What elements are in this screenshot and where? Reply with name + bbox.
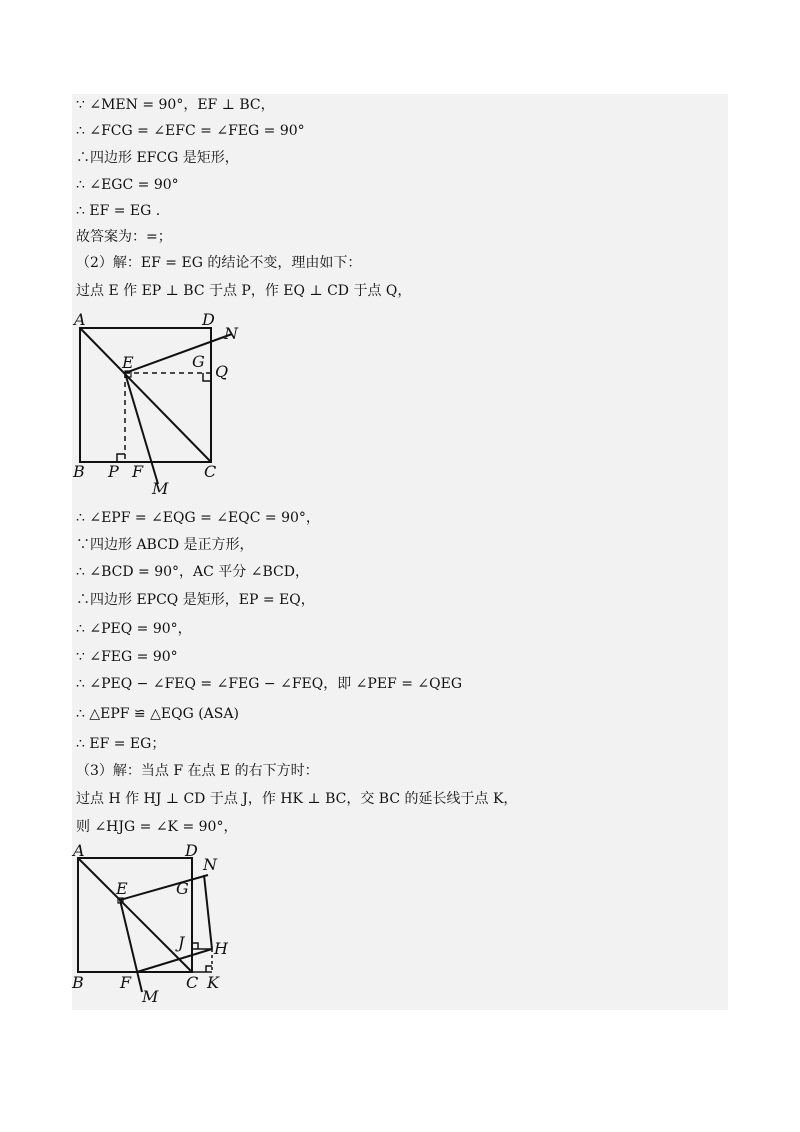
segment-fh: [137, 949, 212, 972]
label-p: P: [108, 462, 119, 481]
label-c: C: [186, 973, 199, 992]
label-a: A: [74, 310, 86, 329]
label-m: M: [142, 987, 159, 1006]
text-line-14: ∵ ∠FEG = 90°: [76, 649, 178, 665]
label-m: M: [152, 479, 169, 498]
text-line-6: 故答案为：=；: [76, 229, 172, 245]
text-line-7: （2）解：EF = EG 的结论不变，理由如下：: [76, 255, 362, 271]
text-line-10: ∵四边形 ABCD 是正方形，: [76, 537, 254, 553]
text-line-1: ∵ ∠MEN = 90°，EF ⊥ BC，: [76, 97, 275, 113]
label-e: E: [116, 879, 128, 898]
label-q: Q: [215, 362, 229, 381]
label-a: A: [73, 842, 85, 860]
label-n: N: [224, 324, 238, 343]
text-line-15: ∴ ∠PEQ − ∠FEQ = ∠FEG − ∠FEQ，即 ∠PEF = ∠QEG: [76, 676, 463, 692]
text-line-16: ∴ △EPF ≌ △EQG (ASA): [76, 706, 239, 722]
text-line-20: 则 ∠HJG = ∠K = 90°，: [76, 819, 238, 835]
ray-en: [120, 875, 208, 900]
text-line-11: ∴ ∠BCD = 90°，AC 平分 ∠BCD，: [76, 564, 309, 580]
label-b: B: [73, 462, 85, 481]
text-line-9: ∴ ∠EPF = ∠EQG = ∠EQC = 90°，: [76, 510, 320, 526]
figure-1: [70, 306, 250, 500]
label-j: J: [178, 933, 185, 952]
label-e: E: [122, 353, 134, 372]
diagonal-ac: [78, 858, 192, 972]
right-angle-q: [203, 373, 211, 381]
label-c: C: [204, 462, 217, 481]
text-line-2: ∴ ∠FCG = ∠EFC = ∠FEG = 90°: [76, 123, 305, 139]
right-angle-k: [206, 966, 212, 972]
label-k: K: [207, 973, 219, 992]
label-g: G: [176, 879, 189, 898]
text-line-17: ∴ EF = EG；: [76, 736, 166, 752]
text-line-4: ∴ ∠EGC = 90°: [76, 177, 179, 193]
text-line-3: ∴四边形 EFCG 是矩形，: [76, 150, 239, 166]
text-line-19: 过点 H 作 HJ ⊥ CD 于点 J，作 HK ⊥ BC，交 BC 的延长线于点 K，: [76, 791, 518, 807]
label-h: H: [214, 939, 228, 958]
text-line-8: 过点 E 作 EP ⊥ BC 于点 P，作 EQ ⊥ CD 于点 Q，: [76, 283, 412, 299]
label-d: D: [185, 842, 198, 860]
label-g: G: [192, 352, 205, 371]
segment-nh: [204, 875, 212, 949]
label-f: F: [132, 462, 144, 481]
label-b: B: [72, 973, 84, 992]
label-f: F: [120, 973, 132, 992]
text-line-12: ∴四边形 EPCQ 是矩形，EP = EQ，: [76, 592, 315, 608]
text-line-18: （3）解：当点 F 在点 E 的右下方时：: [76, 763, 319, 779]
label-n: N: [203, 855, 217, 874]
right-angle-p: [117, 454, 125, 462]
label-d: D: [202, 310, 215, 329]
text-line-13: ∴ ∠PEQ = 90°，: [76, 621, 192, 637]
figure-2: [70, 842, 240, 1008]
text-line-5: ∴ EF = EG .: [76, 203, 161, 219]
